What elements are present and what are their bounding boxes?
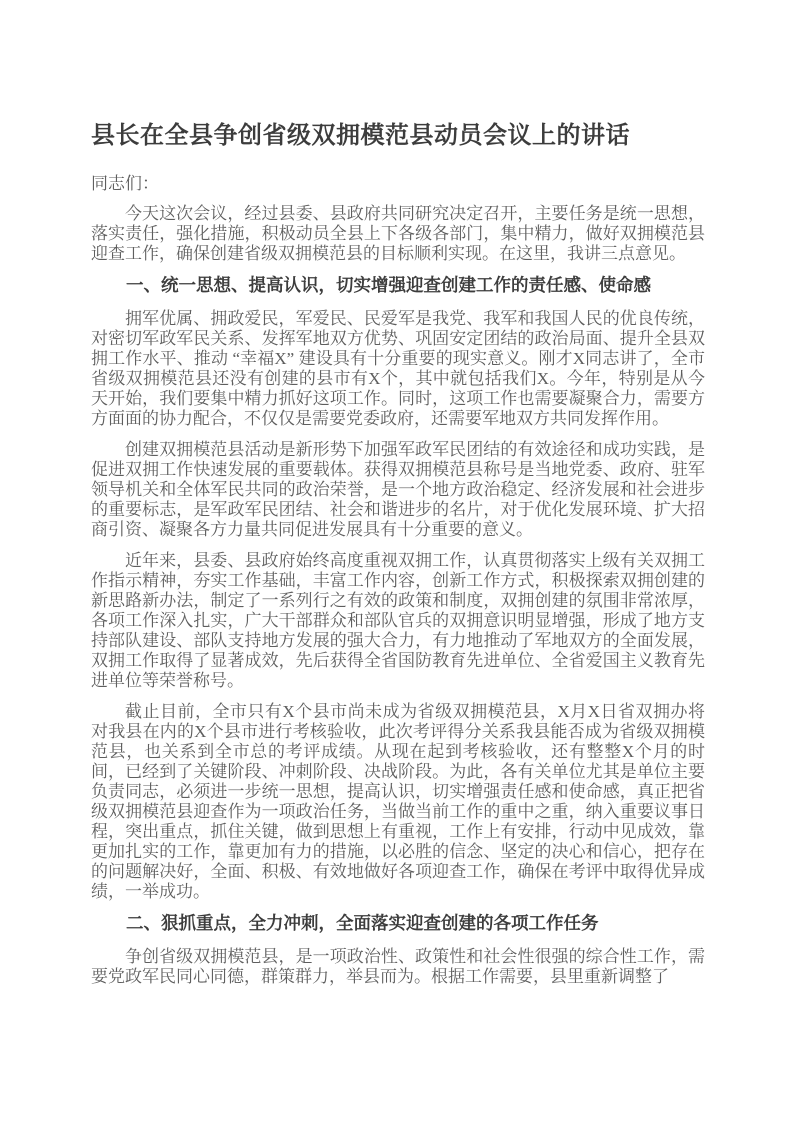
paragraph: 争创省级双拥模范县，是一项政治性、政策性和社会性很强的综合性工作，需要党政军民同心同德，群策群力，举县而为。根据工作需要，县里重新调整了 [91,947,705,986]
salutation: 同志们： [91,174,159,193]
paragraph: 拥军优属、拥政爱民，军爱民、民爱军是我党、我军和我国人民的优良传统，对密切军政军民关系、发挥军地双方优势、巩固安定团结的政治局面、提升全县双拥工作水平、推动 “幸福X” 建设具有十分重要的现实意义。刚才X同志讲了，全市省级双拥模范县还没有创建的县市有X个，其中就包括我们X。今年，特别是从今天开始，我们要集中精力抓好这项工作。同时，这项工作也需要凝聚合力，需要方方面面的协力配合，不仅仅是需要党委政府，还需要军地双方共同发挥作用。 [91,309,705,428]
document-body [91,204,705,987]
paragraph: 截止目前，全市只有X个县市尚未成为省级双拥模范县，X月X日省双拥办将对我县在内的X个县市进行考核验收，此次考评得分关系我县能否成为省级双拥模范县，也关系到全市总的考评成绩。从现在起到考核验收，还有整整X个月的时间，已经到了关键阶段、冲刺阶段、决战阶段。为此，各有关单位尤其是单位主要负责同志，必须进一步统一思想，提高认识，切实增强责任感和使命感，真正把省级双拥模范县迎查作为一项政治任务，当做当前工作的重中之重，纳入重要议事日程，突出重点，抓住关键，做到思想上有重视，工作上有安排，行动中见成效，靠更加扎实的工作，靠更加有力的措施，以必胜的信念、坚定的决心和信心，把存在的问题解决好，全面、积极、有效地做好各项迎查工作，确保在考评中取得优异成绩，一举成功。 [91,702,705,901]
paragraph: 今天这次会议，经过县委、县政府共同研究决定召开，主要任务是统一思想，落实责任，强化措施，积极动员全县上下各级各部门，集中精力，做好双拥模范县迎查工作，确保创建省级双拥模范县的目标顺利实现。在这里，我讲三点意见。 [91,204,705,263]
paragraph: 近年来，县委、县政府始终高度重视双拥工作，认真贯彻落实上级有关双拥工作指示精神，夯实工作基础，丰富工作内容，创新工作方式，积极探索双拥创建的新思路新办法，制定了一系列行之有效的政策和制度，双拥创建的氛围非常浓厚，各项工作深入扎实，广大干部群众和部队官兵的双拥意识明显增强，形成了地方支持部队建设、部队支持地方发展的强大合力，有力地推动了军地双方的全面发展，双拥工作取得了显著成效，先后获得全省国防教育先进单位、全省爱国主义教育先进单位等荣誉称号。 [91,551,705,690]
paragraph: 创建双拥模范县活动是新形势下加强军政军民团结的有效途径和成功实践，是促进双拥工作快速发展的重要载体。获得双拥模范县称号是当地党委、政府、驻军领导机关和全体军民共同的政治荣誉，是一个地方政治稳定、经济发展和社会进步的重要标志，是军政军民团结、社会和谐进步的名片，对于优化发展环境、扩大招商引资、凝聚各方力量共同促进发展具有十分重要的意义。 [91,440,705,539]
document-title: 县长在全县争创省级双拥模范县动员会议上的讲话 [91,122,630,149]
section-heading: 二、狠抓重点，全力冲刺，全面落实迎查创建的各项工作任务 [126,913,599,933]
section-heading: 一、统一思想、提高认识，切实增强迎查创建工作的责任感、使命感 [126,275,651,295]
